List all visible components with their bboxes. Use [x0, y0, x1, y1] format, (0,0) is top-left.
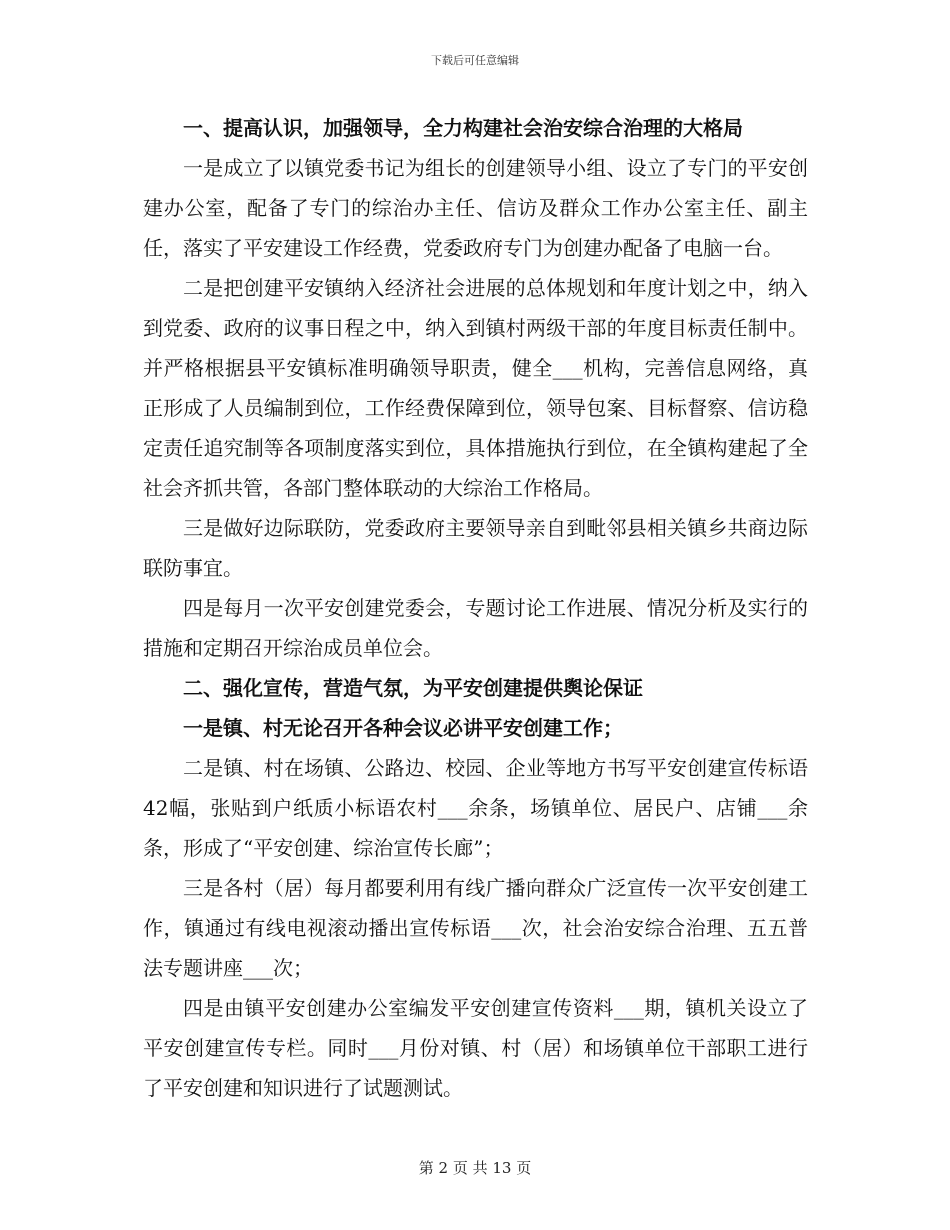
- paragraph: 二是把创建平安镇纳入经济社会进展的总体规划和年度计划之中，纳入到党委、政府的议事日程之中，纳入到镇村两级干部的年度目标责任制中。并严格根据县平安镇标准明确领导职责，健全___机构，完善信息网络，真正形成了人员编制到位，工作经费保障到位，领导包案、目标督察、信访稳定责任追究制等各项制度落实到位，具体措施执行到位，在全镇构建起了全社会齐抓共管，各部门整体联动的大综治工作格局。: [143, 276, 808, 500]
- document-body: [143, 108, 808, 1108]
- paragraph: 三是各村（居）每月都要利用有线广播向群众广泛宣传一次平安创建工作，镇通过有线电视滚动播出宣传标语___次，社会治安综合治理、五五普法专题讲座___次；: [143, 876, 808, 980]
- page-number: 第 2 页 共 13 页: [418, 1159, 532, 1177]
- page-header-note: 下载后可任意编辑: [431, 54, 519, 67]
- section-heading-1: 一、提高认识，加强领导，全力构建社会治安综合治理的大格局: [183, 116, 743, 140]
- paragraph: 三是做好边际联防，党委政府主要领导亲自到毗邻县相关镇乡共商边际联防事宜。: [143, 516, 808, 580]
- paragraph: 四是由镇平安创建办公室编发平安创建宣传资料___期，镇机关设立了平安创建宣传专栏。同时___月份对镇、村（居）和场镇单位干部职工进行了平安创建和知识进行了试题测试。: [143, 996, 808, 1100]
- paragraph: 一是成立了以镇党委书记为组长的创建领导小组、设立了专门的平安创建办公室，配备了专门的综治办主任、信访及群众工作办公室主任、副主任，落实了平安建设工作经费，党委政府专门为创建办配备了电脑一台。: [143, 156, 808, 260]
- paragraph: 二是镇、村在场镇、公路边、校园、企业等地方书写平安创建宣传标语42幅，张贴到户纸质小标语农村___余条，场镇单位、居民户、店铺___余条，形成了“平安创建、综治宣传长廊”；: [143, 756, 808, 860]
- paragraph: 四是每月一次平安创建党委会，专题讨论工作进展、情况分析及实行的措施和定期召开综治成员单位会。: [143, 596, 808, 660]
- bold-paragraph: 一是镇、村无论召开各种会议必讲平安创建工作；: [183, 716, 623, 740]
- section-heading-2: 二、强化宣传，营造气氛，为平安创建提供舆论保证: [183, 676, 643, 700]
